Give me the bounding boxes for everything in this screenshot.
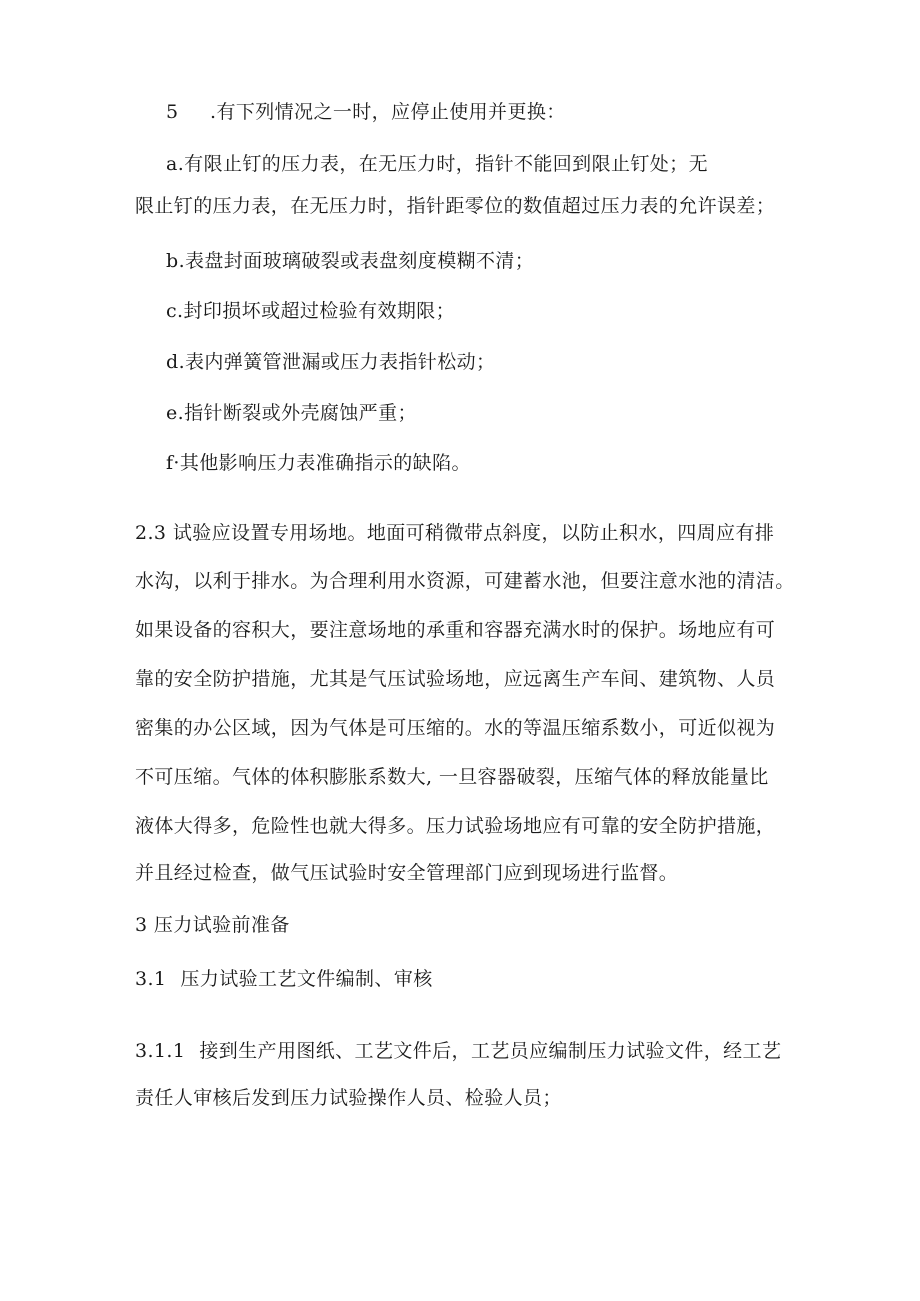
list-item-c: c.封印损坏或超过检验有效期限； — [166, 300, 456, 322]
section-3-heading: 3 压力试验前准备 — [135, 914, 290, 936]
list-item-f: f·其他影响压力表准确指示的缺陷。 — [166, 452, 471, 474]
section-text: 接到生产用图纸、工艺文件后，工艺员应编制压力试验文件，经工艺 — [199, 1040, 782, 1062]
list-item-e: e.指针断裂或外壳腐蚀严重； — [166, 402, 417, 424]
paragraph-line: 水沟，以利于排水。为合理利用水资源，可建蓄水池，但要注意水池的清洁。 — [135, 570, 795, 592]
list-item-number: 5 — [166, 101, 179, 123]
paragraph-line: 如果设备的容积大，要注意场地的承重和容器充满水时的保护。场地应有可 — [135, 619, 776, 641]
paragraph-line: 不可压缩。气体的体积膨胀系数大, 一旦容器破裂，压缩气体的释放能量比 — [135, 766, 769, 788]
list-item-5 — [166, 103, 566, 122]
paragraph-line: 并且经过检查，做气压试验时安全管理部门应到现场进行监督。 — [135, 862, 679, 884]
paragraph-line: 2.3 试验应设置专用场地。地面可稍微带点斜度，以防止积水，四周应有排 — [135, 522, 775, 544]
list-item-b: b.表盘封面玻璃破裂或表盘刻度模糊不清； — [166, 250, 535, 272]
section-title: 压力试验工艺文件编制、审核 — [180, 968, 433, 990]
section-3-1-heading — [135, 970, 433, 989]
section-3-1-1-line-1 — [135, 1042, 781, 1061]
section-number: 3.1 — [135, 968, 167, 990]
section-number: 3.1.1 — [135, 1040, 186, 1062]
section-3-1-1-line-2: 责任人审核后发到压力试验操作人员、检验人员； — [135, 1087, 562, 1109]
list-item-a-line-1: a.有限止钉的压力表，在无压力时，指针不能回到限止钉处；无 — [166, 153, 708, 175]
list-item-d: d.表内弹簧管泄漏或压力表指针松动； — [166, 351, 496, 373]
paragraph-line: 靠的安全防护措施，尤其是气压试验场地，应远离生产车间、建筑物、人员 — [135, 668, 776, 690]
paragraph-line: 密集的办公区域，因为气体是可压缩的。水的等温压缩系数小，可近似视为 — [135, 717, 776, 739]
list-item-a-line-2: 限止钉的压力表，在无压力时，指针距零位的数值超过压力表的允许误差； — [135, 195, 776, 217]
list-item-text: .有下列情况之一时，应停止使用并更换： — [210, 101, 566, 123]
paragraph-line: 液体大得多，危险性也就大得多。压力试验场地应有可靠的安全防护措施， — [135, 815, 776, 837]
